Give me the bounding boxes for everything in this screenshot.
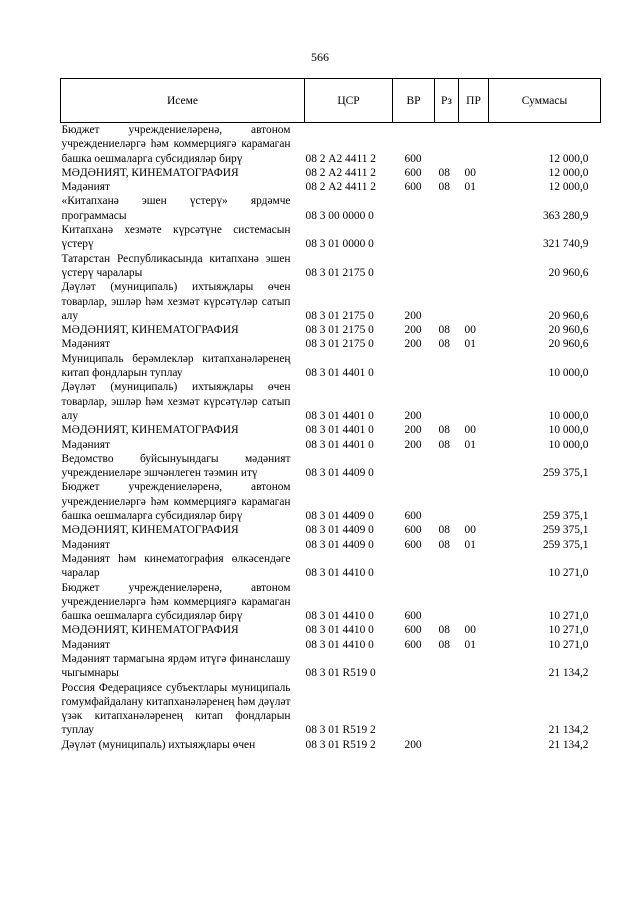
table-row xyxy=(61,438,601,452)
table-row xyxy=(61,352,601,381)
cell-name: Мәдәният xyxy=(61,538,110,551)
cell-pr: 00 xyxy=(464,324,476,337)
table-row xyxy=(61,480,601,523)
cell-csr: 08 3 01 R519 2 xyxy=(305,724,376,737)
cell-pr xyxy=(459,352,489,381)
cell-pr: 01 xyxy=(464,638,476,651)
cell-pr xyxy=(459,194,489,223)
cell-vr xyxy=(393,552,435,581)
cell-rz: 08 xyxy=(438,166,450,179)
cell-vr: 200 xyxy=(404,309,422,322)
cell-csr: 08 3 01 2175 0 xyxy=(305,309,374,322)
cell-sum: 21 134,2 xyxy=(548,724,589,737)
cell-csr: 08 2 А2 4411 2 xyxy=(305,166,376,179)
cell-pr xyxy=(459,452,489,481)
table-row xyxy=(61,423,601,437)
cell-rz xyxy=(435,252,459,281)
table-body xyxy=(61,123,601,753)
cell-csr: 08 3 01 2175 0 xyxy=(305,266,374,279)
cell-name: МӘДӘНИЯТ, КИНЕМАТОГРАФИЯ xyxy=(61,424,239,437)
header-sum: Суммасы xyxy=(489,79,601,123)
cell-vr: 200 xyxy=(404,424,422,437)
table-row xyxy=(61,280,601,323)
cell-vr: 200 xyxy=(404,324,422,337)
cell-pr: 01 xyxy=(464,181,476,194)
cell-vr xyxy=(393,194,435,223)
cell-name: Татарстан Республикасында китапханә эшен үстерү чаралары xyxy=(61,252,291,279)
cell-name: Мәдәният һәм кинематография өлкәсендәге чаралар xyxy=(61,552,291,580)
table-row xyxy=(61,538,601,552)
cell-name: Ведомство буйсынуындагы мәдәният учреждениеләре эшчәнлеген тәэмин итү xyxy=(61,452,291,480)
cell-sum: 321 740,9 xyxy=(542,238,589,251)
cell-vr: 600 xyxy=(404,624,422,637)
cell-vr: 200 xyxy=(404,409,422,422)
cell-csr: 08 3 01 4410 0 xyxy=(305,624,374,637)
header-name: Исеме xyxy=(61,79,305,123)
cell-sum: 10 000,0 xyxy=(548,424,589,437)
table-row xyxy=(61,323,601,337)
table-row xyxy=(61,166,601,180)
cell-csr: 08 3 01 2175 0 xyxy=(305,338,374,351)
cell-csr: 08 3 01 4401 0 xyxy=(305,409,374,422)
table-row xyxy=(61,552,601,581)
table-row xyxy=(61,523,601,537)
cell-rz xyxy=(435,194,459,223)
cell-csr: 08 3 01 4409 0 xyxy=(305,524,374,537)
cell-sum: 10 000,0 xyxy=(548,438,589,451)
cell-pr: 01 xyxy=(464,338,476,351)
cell-csr: 08 3 00 0000 0 xyxy=(305,209,374,222)
cell-vr: 200 xyxy=(404,338,422,351)
cell-vr xyxy=(393,452,435,481)
cell-csr: 08 3 01 4409 0 xyxy=(305,538,374,551)
cell-vr: 600 xyxy=(404,610,422,623)
table-row xyxy=(61,652,601,681)
cell-vr: 200 xyxy=(404,438,422,451)
cell-name: Мәдәният xyxy=(61,181,110,194)
cell-rz: 08 xyxy=(438,338,450,351)
cell-rz xyxy=(435,581,459,624)
cell-name: Мәдәният xyxy=(61,338,110,351)
table-row xyxy=(61,194,601,223)
cell-sum: 259 375,1 xyxy=(542,510,589,523)
cell-name: Бюджет учреждениеләренә, автоном учреждениеләргә һәм коммерциягә карамаган башка оешмаларга субсидияләр бирү xyxy=(61,481,291,523)
cell-name: Мәдәният xyxy=(61,438,110,451)
cell-name: Мәдәният xyxy=(61,638,110,651)
cell-pr xyxy=(459,738,489,752)
cell-csr: 08 3 01 R519 0 xyxy=(305,667,376,680)
cell-csr: 08 2 А2 4411 2 xyxy=(305,152,376,165)
table-row xyxy=(61,581,601,624)
cell-vr xyxy=(393,252,435,281)
cell-sum: 21 134,2 xyxy=(548,667,589,680)
cell-rz xyxy=(435,552,459,581)
table-row xyxy=(61,180,601,194)
cell-pr xyxy=(459,280,489,323)
header-rz: Рз xyxy=(435,79,459,123)
cell-name: Россия Федерациясе субъектлары муниципаль гомумфайдалану китапханәләренең һәм дәүләт үзәк китапханәләренең китап фондларын туплау xyxy=(61,681,291,737)
cell-sum: 259 375,1 xyxy=(542,538,589,551)
cell-csr: 08 3 01 4401 0 xyxy=(305,438,374,451)
cell-csr: 08 3 01 4409 0 xyxy=(305,467,374,480)
cell-sum: 10 000,0 xyxy=(548,409,589,422)
cell-sum: 20 960,6 xyxy=(548,338,589,351)
cell-sum: 10 000,0 xyxy=(548,367,589,380)
cell-rz xyxy=(435,681,459,738)
table-row xyxy=(61,337,601,351)
table-row xyxy=(61,380,601,423)
cell-vr xyxy=(393,352,435,381)
cell-sum: 20 960,6 xyxy=(548,324,589,337)
budget-table xyxy=(60,78,601,752)
cell-sum: 363 280,9 xyxy=(542,209,589,222)
header-vr: ВР xyxy=(393,79,435,123)
cell-vr: 600 xyxy=(404,152,422,165)
cell-pr xyxy=(459,123,489,166)
cell-sum: 20 960,6 xyxy=(548,266,589,279)
table-row xyxy=(61,623,601,637)
cell-pr: 00 xyxy=(464,424,476,437)
cell-sum: 12 000,0 xyxy=(548,166,589,179)
cell-csr: 08 3 01 0000 0 xyxy=(305,238,374,251)
cell-pr xyxy=(459,223,489,252)
cell-rz xyxy=(435,352,459,381)
cell-rz xyxy=(435,738,459,752)
cell-rz: 08 xyxy=(438,538,450,551)
header-csr: ЦСР xyxy=(305,79,393,123)
cell-rz xyxy=(435,223,459,252)
table-row xyxy=(61,638,601,652)
table-row xyxy=(61,223,601,252)
cell-rz xyxy=(435,123,459,166)
cell-csr: 08 3 01 4409 0 xyxy=(305,510,374,523)
cell-csr: 08 3 01 4410 0 xyxy=(305,610,374,623)
cell-rz: 08 xyxy=(438,324,450,337)
cell-name: «Китапханә эшен үстерү» ярдәмче программасы xyxy=(61,195,291,222)
cell-rz: 08 xyxy=(438,638,450,651)
cell-sum: 10 271,0 xyxy=(548,638,589,651)
cell-pr xyxy=(459,380,489,423)
cell-vr: 600 xyxy=(404,181,422,194)
cell-pr xyxy=(459,252,489,281)
cell-vr: 600 xyxy=(404,166,422,179)
cell-name: МӘДӘНИЯТ, КИНЕМАТОГРАФИЯ xyxy=(61,324,239,337)
cell-pr: 00 xyxy=(464,624,476,637)
cell-sum: 12 000,0 xyxy=(548,152,589,165)
table-row xyxy=(61,738,601,752)
cell-sum: 20 960,6 xyxy=(548,309,589,322)
header-pr: ПР xyxy=(459,79,489,123)
cell-pr xyxy=(459,581,489,624)
cell-rz: 08 xyxy=(438,624,450,637)
cell-name: Китапханә хезмәте күрсәтүне системасын үстерү xyxy=(61,224,291,251)
table-row xyxy=(61,681,601,738)
page-number: 566 xyxy=(311,50,329,64)
cell-name: Дәүләт (муниципаль) ихтыяҗлары өчен товарлар, эшләр һәм хезмәт күрсәтүләр сатып алу xyxy=(61,281,291,322)
cell-csr: 08 3 01 R519 2 xyxy=(305,738,376,751)
cell-rz: 08 xyxy=(438,438,450,451)
cell-sum: 10 271,0 xyxy=(548,624,589,637)
cell-csr: 08 3 01 2175 0 xyxy=(305,324,374,337)
cell-name: Бюджет учреждениеләренә, автоном учреждениеләргә һәм коммерциягә карамаган башка оешмаларга субсидияләр бирү xyxy=(61,124,291,165)
cell-rz xyxy=(435,280,459,323)
cell-name: Дәүләт (муниципаль) ихтыяҗлары өчен товарлар, эшләр һәм хезмәт күрсәтүләр сатып алу xyxy=(61,381,291,422)
cell-sum: 259 375,1 xyxy=(542,467,589,480)
cell-rz xyxy=(435,380,459,423)
cell-pr: 01 xyxy=(464,538,476,551)
cell-name: Мәдәният тармагына ярдәм итүгә финанслашу чыгымнары xyxy=(61,652,291,680)
cell-pr: 01 xyxy=(464,438,476,451)
cell-rz xyxy=(435,480,459,523)
cell-pr: 00 xyxy=(464,524,476,537)
cell-sum: 259 375,1 xyxy=(542,524,589,537)
cell-vr xyxy=(393,681,435,738)
cell-vr: 600 xyxy=(404,524,422,537)
cell-name: МӘДӘНИЯТ, КИНЕМАТОГРАФИЯ xyxy=(61,166,239,179)
cell-pr xyxy=(459,652,489,681)
cell-pr xyxy=(459,552,489,581)
table-row xyxy=(61,123,601,166)
cell-name: Муниципаль берәмлекләр китапханәләренең китап фондларын туплау xyxy=(61,352,291,380)
cell-rz: 08 xyxy=(438,524,450,537)
cell-name: МӘДӘНИЯТ, КИНЕМАТОГРАФИЯ xyxy=(61,524,239,537)
cell-csr: 08 3 01 4401 0 xyxy=(305,367,374,380)
table-row xyxy=(61,252,601,281)
cell-sum: 10 271,0 xyxy=(548,610,589,623)
table-header xyxy=(61,79,601,123)
cell-csr: 08 3 01 4410 0 xyxy=(305,638,374,651)
table-row xyxy=(61,452,601,481)
cell-pr: 00 xyxy=(464,166,476,179)
cell-pr xyxy=(459,681,489,738)
cell-rz: 08 xyxy=(438,181,450,194)
cell-rz xyxy=(435,452,459,481)
cell-vr: 600 xyxy=(404,638,422,651)
cell-vr: 600 xyxy=(404,510,422,523)
cell-rz xyxy=(435,652,459,681)
cell-csr: 08 3 01 4401 0 xyxy=(305,424,374,437)
cell-vr: 600 xyxy=(404,538,422,551)
cell-rz: 08 xyxy=(438,424,450,437)
cell-csr: 08 2 А2 4411 2 xyxy=(305,181,376,194)
cell-name: Дәүләт (муниципаль) ихтыяҗлары өчен xyxy=(61,738,256,751)
cell-sum: 21 134,2 xyxy=(548,738,589,751)
cell-sum: 12 000,0 xyxy=(548,181,589,194)
cell-name: МӘДӘНИЯТ, КИНЕМАТОГРАФИЯ xyxy=(61,624,239,637)
cell-vr xyxy=(393,223,435,252)
cell-name: Бюджет учреждениеләренә, автоном учреждениеләргә һәм коммерциягә карамаган башка оешмаларга субсидияләр бирү xyxy=(61,581,291,623)
cell-vr: 200 xyxy=(404,738,422,751)
cell-pr xyxy=(459,480,489,523)
cell-csr: 08 3 01 4410 0 xyxy=(305,567,374,580)
cell-sum: 10 271,0 xyxy=(548,567,589,580)
cell-vr xyxy=(393,652,435,681)
